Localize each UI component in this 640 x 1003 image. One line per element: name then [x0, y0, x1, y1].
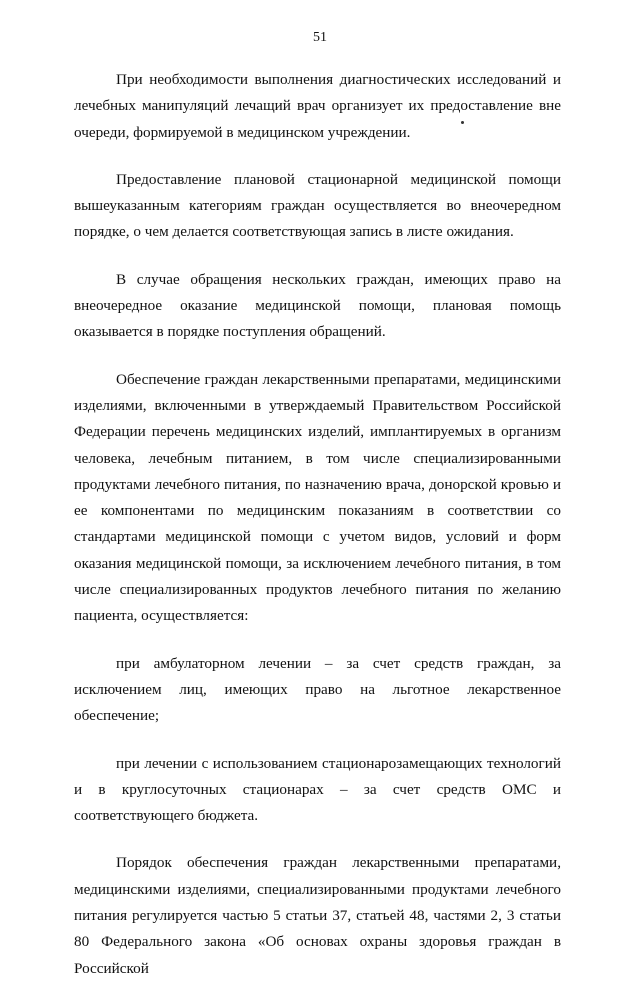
paragraph-2: Предоставление плановой стационарной медицинской помощи вышеуказанным категориям граждан осуществляется во внеочередном порядке, о чем делается соответствующая запись в листе ожидания. [74, 170, 561, 241]
paragraph-4: Обеспечение граждан лекарственными препаратами, медицинскими изделиями, включенными в утверждаемый Правительством Российской Федерации перечень медицинских изделий, имплантируемых в организм человека, лечебным питанием, в том числе специализированными продуктами лечебного питания, по назначению врача, донорской кровью и ее компонентами по медицинским показаниям в соответствии со стандартами медицинской помощи с учетом видов, условий и форм оказания медицинской помощи, за исключением лечебного питания, в том числе специализированных продуктов лечебного питания по желанию пациента, осуществляется: [74, 370, 561, 625]
paragraph-7: Порядок обеспечения граждан лекарственными препаратами, медицинскими изделиями, специализированными продуктами лечебного питания регулируется частью 5 статьи 37, статьей 48, частями 2, 3 статьи 80 Федерального закона «Об основах охраны здоровья граждан в Российской [74, 854, 561, 977]
paragraph-3: В случае обращения нескольких граждан, имеющих право на внеочередное оказание медицинской помощи, плановая помощь оказывается в порядке поступления обращений. [74, 270, 561, 341]
paragraph-6: при лечении с использованием стационарозамещающих технологий и в круглосуточных стационарах – за счет средств ОМС и соответствующего бюджета. [74, 754, 561, 825]
document-body [74, 67, 561, 1003]
paragraph-5: при амбулаторном лечении – за счет средств граждан, за исключением лиц, имеющих право на льготное лекарственное обеспечение; [74, 654, 561, 725]
paragraph-1: При необходимости выполнения диагностических исследований и лечебных манипуляций лечащий врач организует их предоставление вне очереди, формируемой в медицинском учреждении. [74, 71, 561, 141]
page-number: 51 [313, 30, 327, 45]
